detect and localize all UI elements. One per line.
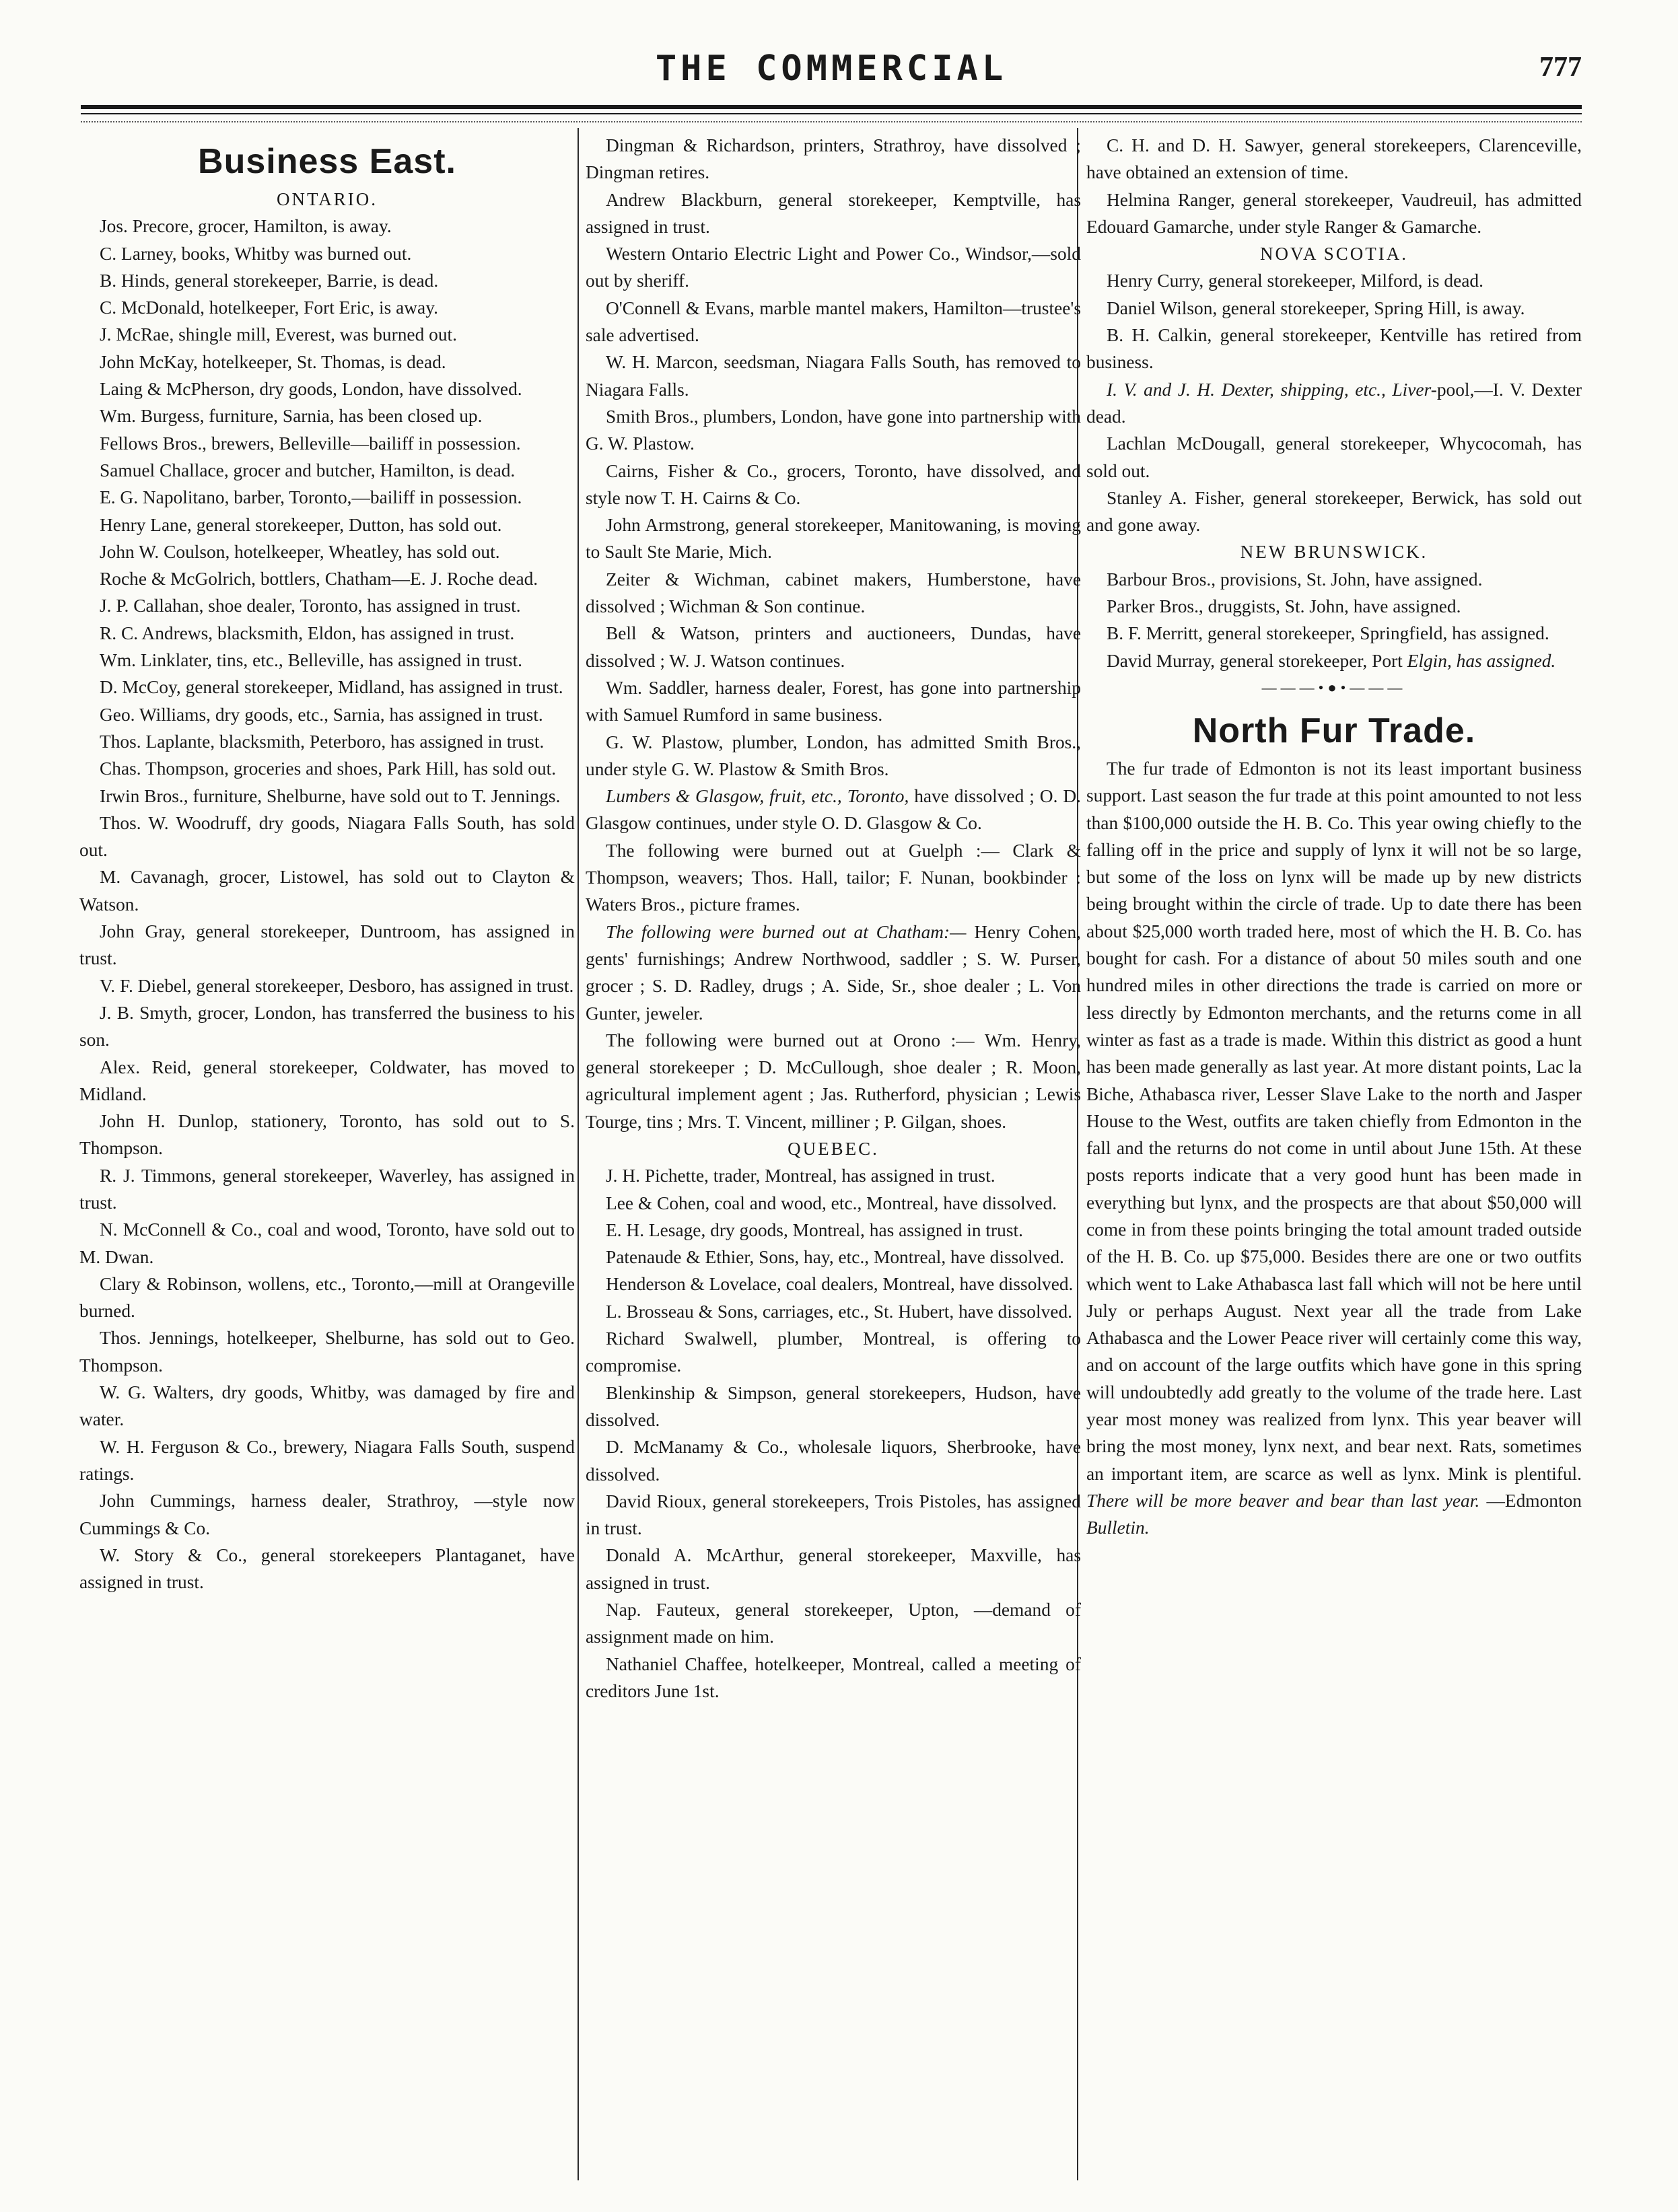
notice-item: Helmina Ranger, general storekeeper, Vaudreuil, has admitted Edouard Gamarche, under style Ranger & Gamarche. <box>1086 189 1582 237</box>
notice-item: Wm. Linklater, tins, etc., Belleville, has assigned in trust. <box>100 650 522 671</box>
notice-item: J. B. Smyth, grocer, London, has transferred the business to his son. <box>79 1002 575 1050</box>
notice-italic: Elgin, has assigned. <box>1407 650 1556 671</box>
notice-item: Parker Bros., druggists, St. John, have assigned. <box>1107 596 1461 617</box>
notice-item: R. J. Timmons, general storekeeper, Waverley, has assigned in trust. <box>79 1165 575 1213</box>
notice-item: Jos. Precore, grocer, Hamilton, is away. <box>100 216 392 237</box>
section-heading-business-east: Business East. <box>198 142 456 181</box>
notice-item: C. Larney, books, Whitby was burned out. <box>100 243 412 264</box>
province-heading-quebec: QUEBEC. <box>788 1138 879 1159</box>
notice-item: W. H. Marcon, seedsman, Niagara Falls South, has removed to Niagara Falls. <box>586 352 1081 400</box>
article-text: The fur trade of Edmonton is not its least important business support. Last season the fur trade at this point amounted to not less than $100,000 outside the H. B. Co. This year owing chiefly to the falling off in the price and supply of lynx it will not be so large, but some of the loss on lynx will be made up by new districts being brought within the circle of trade. Up to date there has been about $25,000 worth traded here, most of which the H. B. Co. has bought for cash. For a distance of about 50 miles south and one hundred miles in other directions the trade is carried on more or less directly by Edmonton merchants, and the returns come in all winter as fast as a trade is made. Within this district as good a hunt has been made generally as last year. At more distant points, Lac la Biche, Athabasca river, Lesser Slave Lake to the north and Jasper House to the West, outfits are taken chiefly from Edmonton in the fall and the returns do not come in until about June 15th. At these posts reports indicate that a very good hunt has been made in everything but lynx, and the prospects are that about $50,000 will come in from these points bringing the total amount traded outside of the H. B. Co. up $75,000. Besides there are one or two outfits which went to Lake Athabasca last fall which will not be here until July or perhaps August. Next year all the trade from Lake Athabasca and the Lower Peace river will certainly come this way, and on account of the large outfits which have gone in this spring will undoubtedly add greatly to the volume of the trade here. Last year most money was realized from lynx. This year beaver will bring the most money, lynx next, and bear next. Rats, sometimes an important item, are scarce as well as lynx. Mink is plentiful. <box>1086 758 1582 1484</box>
article-body <box>1086 755 1582 1542</box>
notice-italic: The following were burned out at Chatham:— <box>606 921 967 942</box>
notice-item <box>1086 376 1582 431</box>
notice-item: M. Cavanagh, grocer, Listowel, has sold out to Clayton & Watson. <box>79 867 575 915</box>
notice-item: Donald A. McArthur, general storekeeper, Maxville, has assigned in trust. <box>586 1545 1081 1593</box>
notice-item: Henry Curry, general storekeeper, Milford, is dead. <box>1107 271 1483 291</box>
notice-item: John Gray, general storekeeper, Duntroom, has assigned in trust. <box>79 921 575 969</box>
header-rule-thick <box>81 105 1582 109</box>
notice-item: John H. Dunlop, stationery, Toronto, has sold out to S. Thompson. <box>79 1111 575 1159</box>
article-credit: —Edmonton <box>1479 1490 1582 1511</box>
notice-item: Roche & McGolrich, bottlers, Chatham—E. J. Roche dead. <box>100 569 538 590</box>
notice-item: O'Connell & Evans, marble mantel makers, Hamilton—trustee's sale advertised. <box>586 297 1081 346</box>
article-italic: There will be more beaver and bear than last year. <box>1086 1490 1480 1511</box>
notice-item: J. H. Pichette, trader, Montreal, has assigned in trust. <box>606 1166 995 1186</box>
header-rule-dotted <box>81 121 1582 122</box>
notice-item: W. Story & Co., general storekeepers Plantaganet, have assigned in trust. <box>79 1544 575 1593</box>
notice-item: B. F. Merritt, general storekeeper, Springfield, has assigned. <box>1107 623 1549 644</box>
notice-item: Smith Bros., plumbers, London, have gone into partnership with G. W. Plastow. <box>586 406 1081 454</box>
notice-item: John Armstrong, general storekeeper, Manitowaning, is moving to Sault Ste Marie, Mich. <box>586 515 1081 563</box>
notice-item: Thos. Jennings, hotelkeeper, Shelburne, has sold out to Geo. Thompson. <box>79 1328 575 1376</box>
notice-italic: Lumbers & Glasgow, fruit, etc., Toronto, <box>606 786 909 807</box>
notice-item: Richard Swalwell, plumber, Montreal, is offering to compromise. <box>586 1328 1081 1376</box>
notice-item: Andrew Blackburn, general storekeeper, Kemptville, has assigned in trust. <box>586 189 1081 237</box>
notice-item: B. Hinds, general storekeeper, Barrie, is dead. <box>100 270 439 291</box>
notice-item: Wm. Burgess, furniture, Sarnia, has been closed up. <box>100 406 483 427</box>
notice-item: J. P. Callahan, shoe dealer, Toronto, has assigned in trust. <box>100 596 521 616</box>
notice-item: Lachlan McDougall, general storekeeper, Whycocomah, has sold out. <box>1086 433 1582 481</box>
province-heading-nova-scotia: NOVA SCOTIA. <box>1259 244 1409 264</box>
notice-item: Alex. Reid, general storekeeper, Coldwater, has moved to Midland. <box>79 1057 575 1104</box>
notice-text: have dissolved ; O. D. Glasgow continues, under style O. D. Glasgow & Co. <box>586 786 1081 834</box>
notice-item: Irwin Bros., furniture, Shelburne, have sold out to T. Jennings. <box>100 785 561 806</box>
notice-item: Dingman & Richardson, printers, Strathroy, have dissolved ; Dingman retires. <box>586 135 1081 183</box>
notice-item: Thos. W. Woodruff, dry goods, Niagara Falls South, has sold out. <box>79 812 575 861</box>
notice-item: Bell & Watson, printers and auctioneers, Dundas, have dissolved ; W. J. Watson continues. <box>586 623 1081 671</box>
notice-item: David Rioux, general storekeepers, Trois Pistoles, has assigned in trust. <box>586 1491 1081 1539</box>
notice-item: Chas. Thompson, groceries and shoes, Park Hill, has sold out. <box>100 758 557 779</box>
notice-item: The following were burned out at Guelph :— Clark & Thompson, weavers; Thos. Hall, tailor; F. Nunan, bookbinder : Waters Bros., picture frames. <box>586 840 1081 915</box>
section-ornament: ———•●•——— <box>1261 678 1407 696</box>
newspaper-title: THE COMMERCIAL <box>655 48 1008 89</box>
column-3 <box>1086 132 1582 2178</box>
notice-item: The following were burned out at Orono :— Wm. Henry, general storekeeper ; D. McCullough, shoe dealer ; R. Moon, agricultural implement agent ; Jas. Rutherford, physician ; Lewis Tourge, tins ; Mrs. T. Vincent, milliner ; P. Gilgan, shoes. <box>586 1030 1081 1132</box>
notice-item: Blenkinship & Simpson, general storekeepers, Hudson, have dissolved. <box>586 1382 1081 1430</box>
notice-item: John Cummings, harness dealer, Strathroy, —style now Cummings & Co. <box>79 1491 575 1538</box>
notice-item: Nathaniel Chaffee, hotelkeeper, Montreal, called a meeting of creditors June 1st. <box>586 1653 1081 1701</box>
notice-item: Nap. Fauteux, general storekeeper, Upton, —demand of assignment made on him. <box>586 1600 1081 1647</box>
column-1 <box>79 132 575 2178</box>
notice-item: Patenaude & Ethier, Sons, hay, etc., Montreal, have dissolved. <box>606 1247 1064 1268</box>
notice-item: V. F. Diebel, general storekeeper, Desboro, has assigned in trust. <box>100 975 574 996</box>
notice-item: Barbour Bros., provisions, St. John, have assigned. <box>1107 569 1483 590</box>
notice-item: B. H. Calkin, general storekeeper, Kentville has retired from business. <box>1086 325 1582 373</box>
notice-item: Cairns, Fisher & Co., grocers, Toronto, have dissolved, and style now T. H. Cairns & Co. <box>586 460 1081 508</box>
notice-item: Wm. Saddler, harness dealer, Forest, has gone into partnership with Samuel Rumford in same business. <box>586 677 1081 725</box>
column-2 <box>586 132 1081 2178</box>
notice-text: pool,—I. V. Dexter dead. <box>1086 379 1582 427</box>
notice-item: Lee & Cohen, coal and wood, etc., Montreal, have dissolved. <box>606 1192 1057 1213</box>
notice-item: E. H. Lesage, dry goods, Montreal, has assigned in trust. <box>606 1219 1023 1240</box>
notice-item <box>1086 647 1582 674</box>
notice-item: L. Brosseau & Sons, carriages, etc., St. Hubert, have dissolved. <box>606 1301 1072 1322</box>
notice-item: Western Ontario Electric Light and Power Co., Windsor,—sold out by sheriff. <box>586 244 1081 291</box>
notice-item: Henry Lane, general storekeeper, Dutton, has sold out. <box>100 514 502 535</box>
notice-item: Thos. Laplante, blacksmith, Peterboro, has assigned in trust. <box>100 731 545 752</box>
notice-item: Henderson & Lovelace, coal dealers, Montreal, have dissolved. <box>606 1274 1074 1295</box>
notice-item: Zeiter & Wichman, cabinet makers, Humberstone, have dissolved ; Wichman & Son continue. <box>586 569 1081 617</box>
notice-item: Clary & Robinson, wollens, etc., Toronto,—mill at Orangeville burned. <box>79 1273 575 1322</box>
notice-item: G. W. Plastow, plumber, London, has admitted Smith Bros., under style G. W. Plastow & Smith Bros. <box>586 732 1081 779</box>
notice-text: David Murray, general storekeeper, Port <box>1107 650 1407 671</box>
masthead <box>81 48 1582 96</box>
notice-item: Fellows Bros., brewers, Belleville—bailiff in possession. <box>100 433 521 454</box>
notice-item: D. McCoy, general storekeeper, Midland, has assigned in trust. <box>100 677 563 698</box>
notice-text: Henry Cohen, gents' furnishings; Andrew Northwood, saddler ; S. W. Purser, grocer ; S. D. Radley, drugs ; A. Side, Sr., shoe dealer ; L. Von Gunter, jeweler. <box>586 921 1081 1024</box>
page-number: 777 <box>1539 52 1582 83</box>
column-divider <box>578 128 579 2180</box>
province-heading-new-brunswick: NEW BRUNSWICK. <box>1240 542 1428 563</box>
notice-italic: I. V. and J. H. Dexter, shipping, etc., Liver- <box>1107 379 1437 400</box>
notice-item: Geo. Williams, dry goods, etc., Sarnia, has assigned in trust. <box>100 704 543 725</box>
notice-item: E. G. Napolitano, barber, Toronto,—bailiff in possession. <box>100 487 522 508</box>
notice-item: C. H. and D. H. Sawyer, general storekeepers, Clarenceville, have obtained an extension of time. <box>1086 135 1582 183</box>
notice-item: Daniel Wilson, general storekeeper, Spring Hill, is away. <box>1107 297 1525 318</box>
notice-item: D. McManamy & Co., wholesale liquors, Sherbrooke, have dissolved. <box>586 1437 1081 1485</box>
province-heading-ontario: ONTARIO. <box>276 189 378 209</box>
notice-item: Samuel Challace, grocer and butcher, Hamilton, is dead. <box>100 460 516 480</box>
notice-item: C. McDonald, hotelkeeper, Fort Eric, is away. <box>100 297 438 318</box>
header-rule-thin <box>81 113 1582 114</box>
notice-item: N. McConnell & Co., coal and wood, Toronto, have sold out to M. Dwan. <box>79 1219 575 1267</box>
notice-item: John W. Coulson, hotelkeeper, Wheatley, has sold out. <box>100 541 500 562</box>
notice-item: W. H. Ferguson & Co., brewery, Niagara Falls South, suspend ratings. <box>79 1436 575 1484</box>
notice-item <box>586 919 1081 1027</box>
notice-item: Stanley A. Fisher, general storekeeper, Berwick, has sold out and gone away. <box>1086 487 1582 536</box>
notice-item <box>586 783 1081 837</box>
article-credit-source: Bulletin. <box>1086 1518 1150 1538</box>
article-heading-north-fur-trade: North Fur Trade. <box>1192 711 1476 750</box>
notice-item: John McKay, hotelkeeper, St. Thomas, is dead. <box>100 351 446 372</box>
notice-item: W. G. Walters, dry goods, Whitby, was damaged by fire and water. <box>79 1382 575 1430</box>
notice-item: J. McRae, shingle mill, Everest, was burned out. <box>100 324 457 345</box>
notice-item: R. C. Andrews, blacksmith, Eldon, has assigned in trust. <box>100 622 515 643</box>
notice-item: Laing & McPherson, dry goods, London, have dissolved. <box>100 379 522 400</box>
